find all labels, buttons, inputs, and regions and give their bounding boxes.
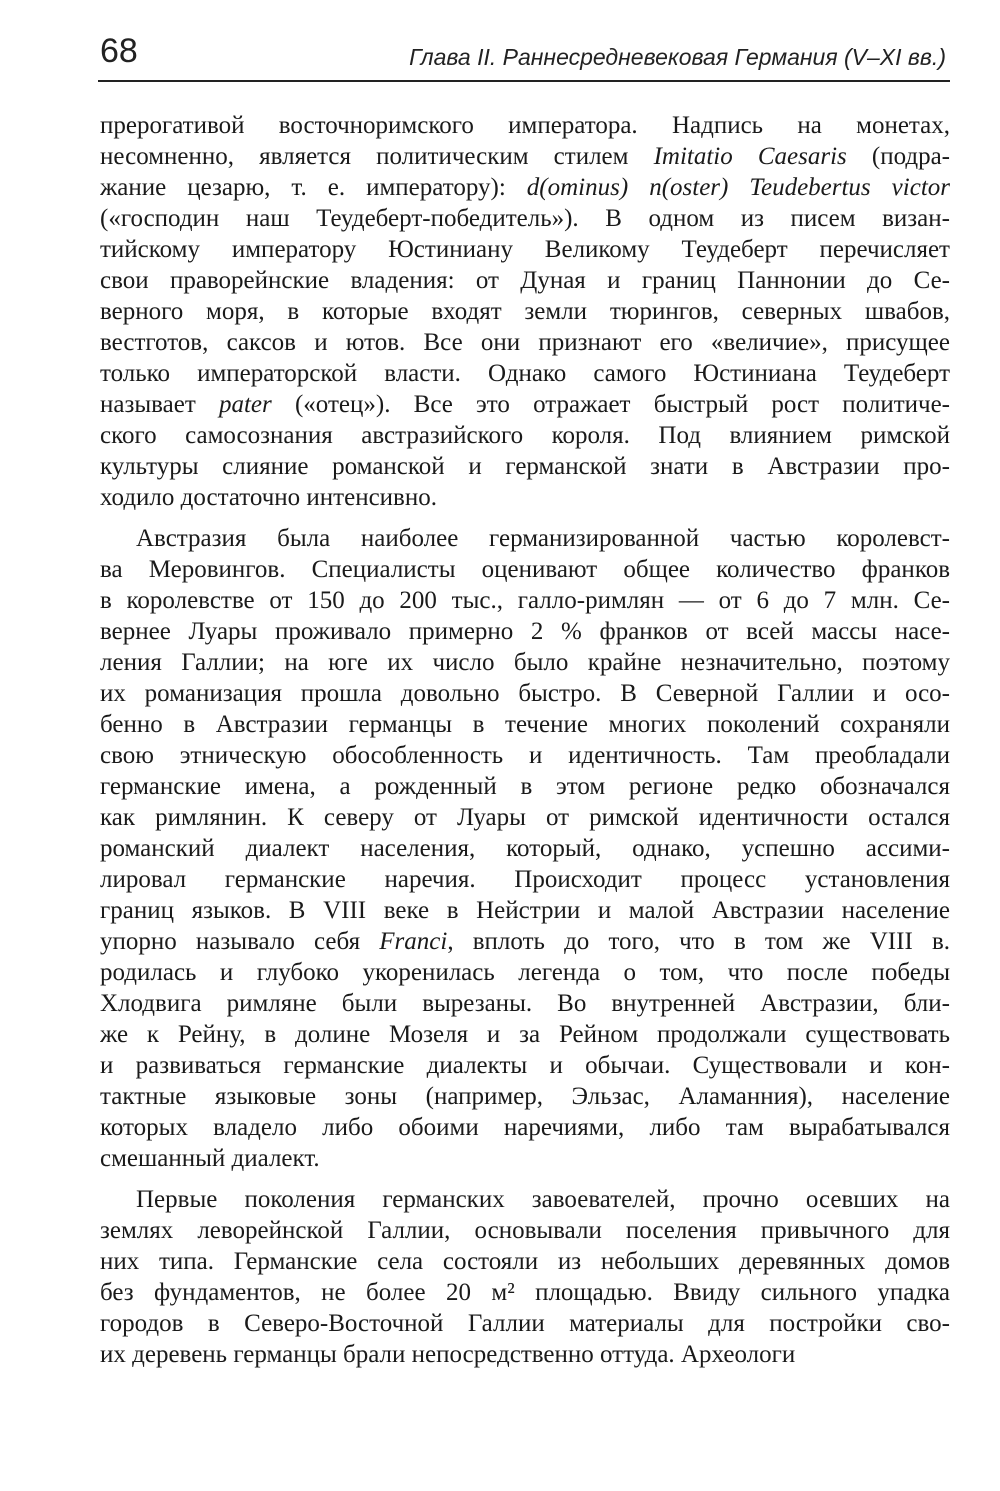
text-line: же к Рейну, в долине Мозеля и за Рейном продолжали существовать	[100, 1021, 950, 1048]
text-line: и развиваться германские диалекты и обычаи. Существовали и кон-	[100, 1052, 950, 1079]
paragraph-gap	[100, 513, 950, 523]
text-line: только императорской власти. Однако самого Юстиниана Теудеберт	[100, 360, 950, 387]
text-line: бенно в Австразии германцы в течение многих поколений сохраняли	[100, 711, 950, 738]
text-line: ходило достаточно интенсивно.	[100, 484, 437, 511]
paragraphs	[100, 110, 950, 1370]
text-line: границ языков. В VIII веке в Нейстрии и малой Австразии население	[100, 897, 950, 924]
text-line: культуры слияние романской и германской знати в Австразии про-	[100, 453, 950, 480]
text-line: без фундаментов, не более 20 м² площадью. Ввиду сильного упадка	[100, 1279, 950, 1306]
italic-term: Franci	[379, 928, 448, 955]
text-line: городов в Северо-Восточной Галлии материалы для постройки сво-	[100, 1310, 950, 1337]
text-line: германские имена, а рожденный в этом регионе редко обозначался	[100, 773, 950, 800]
text-line: («господин наш Теудеберт-победитель»). В одном из писем визан-	[100, 205, 950, 232]
text-line: землях леворейнской Галлии, основывали поселения привычного для	[100, 1217, 950, 1244]
text-line: родилась и глубоко укоренилась легенда о том, что после победы	[100, 959, 950, 986]
text-line: ского самосознания австразийского короля. Под влиянием римской	[100, 422, 950, 449]
text-line: Австразия была наиболее германизированной частью королевст-	[136, 525, 950, 552]
text-line: их романизация прошла довольно быстро. В Северной Галлии и осо-	[100, 680, 950, 707]
text-line: романский диалект населения, который, однако, успешно ассими-	[100, 835, 950, 862]
text-line: тактные языковые зоны (например, Эльзас, Аламанния), население	[100, 1083, 950, 1110]
text-line: Первые поколения германских завоевателей, прочно осевших на	[136, 1186, 950, 1213]
page-number: 68	[100, 32, 138, 70]
paragraph-p2	[100, 523, 950, 1174]
text-line: несомненно, является политическим стилем Imitatio Caesaris (подра-	[100, 143, 950, 170]
text-line: ва Меровингов. Специалисты оценивают общее количество франков	[100, 556, 950, 583]
text-line: свои праворейнские владения: от Дуная и границ Паннонии до Се-	[100, 267, 950, 294]
text-line: прерогативой восточноримского императора. Надпись на монетах,	[100, 112, 950, 139]
text-line: в королевстве от 150 до 200 тыс., галло-римлян — от 6 до 7 млн. Се-	[100, 587, 950, 614]
text-line: них типа. Германские села состояли из небольших деревянных домов	[100, 1248, 950, 1275]
text-line: их деревень германцы брали непосредственно оттуда. Археологи	[100, 1341, 796, 1368]
paragraph-p3	[100, 1184, 950, 1370]
text-line: тийскому императору Юстиниану Великому Теудеберт перечисляет	[100, 236, 950, 263]
text-line: верного моря, в которые входят земли тюрингов, северных швабов,	[100, 298, 950, 325]
running-title: Глава II. Раннесредневековая Германия (V–XI вв.)	[409, 44, 946, 70]
paragraph-p1	[100, 110, 950, 513]
italic-term: Imitatio Caesaris	[653, 143, 847, 170]
text-line: Хлодвига римляне были вырезаны. Во внутренней Австразии, бли-	[100, 990, 950, 1017]
text-line: которых владело либо обоими наречиями, либо там вырабатывался	[100, 1114, 950, 1141]
page-header	[98, 28, 950, 82]
text-line: смешанный диалект.	[100, 1145, 320, 1172]
text-line: ления Галлии; на юге их число было крайне незначительно, поэтому	[100, 649, 950, 676]
text-line: вернее Луары проживало примерно 2 % франков от всей массы насе-	[100, 618, 950, 645]
text-line: свою этническую обособленность и идентичность. Там преобладали	[100, 742, 950, 769]
text-line: как римлянин. К северу от Луары от римской идентичности остался	[100, 804, 950, 831]
body-text	[100, 110, 950, 1370]
italic-term: d(ominus) n(oster) Teudebertus victor	[526, 174, 950, 201]
text-line: упорно называло себя Franci, вплоть до того, что в том же VIII в.	[100, 928, 950, 955]
text-line: жание цезарю, т. е. императору): d(ominus) n(oster) Teudebertus victor	[100, 174, 950, 201]
paragraph-gap	[100, 1174, 950, 1184]
text-line: вестготов, саксов и ютов. Все они признают его «величие», присущее	[100, 329, 950, 356]
text-line: называет pater («отец»). Все это отражает быстрый рост политиче-	[100, 391, 950, 418]
italic-term: pater	[218, 391, 272, 418]
text-line: лировал германские наречия. Происходит процесс установления	[100, 866, 950, 893]
